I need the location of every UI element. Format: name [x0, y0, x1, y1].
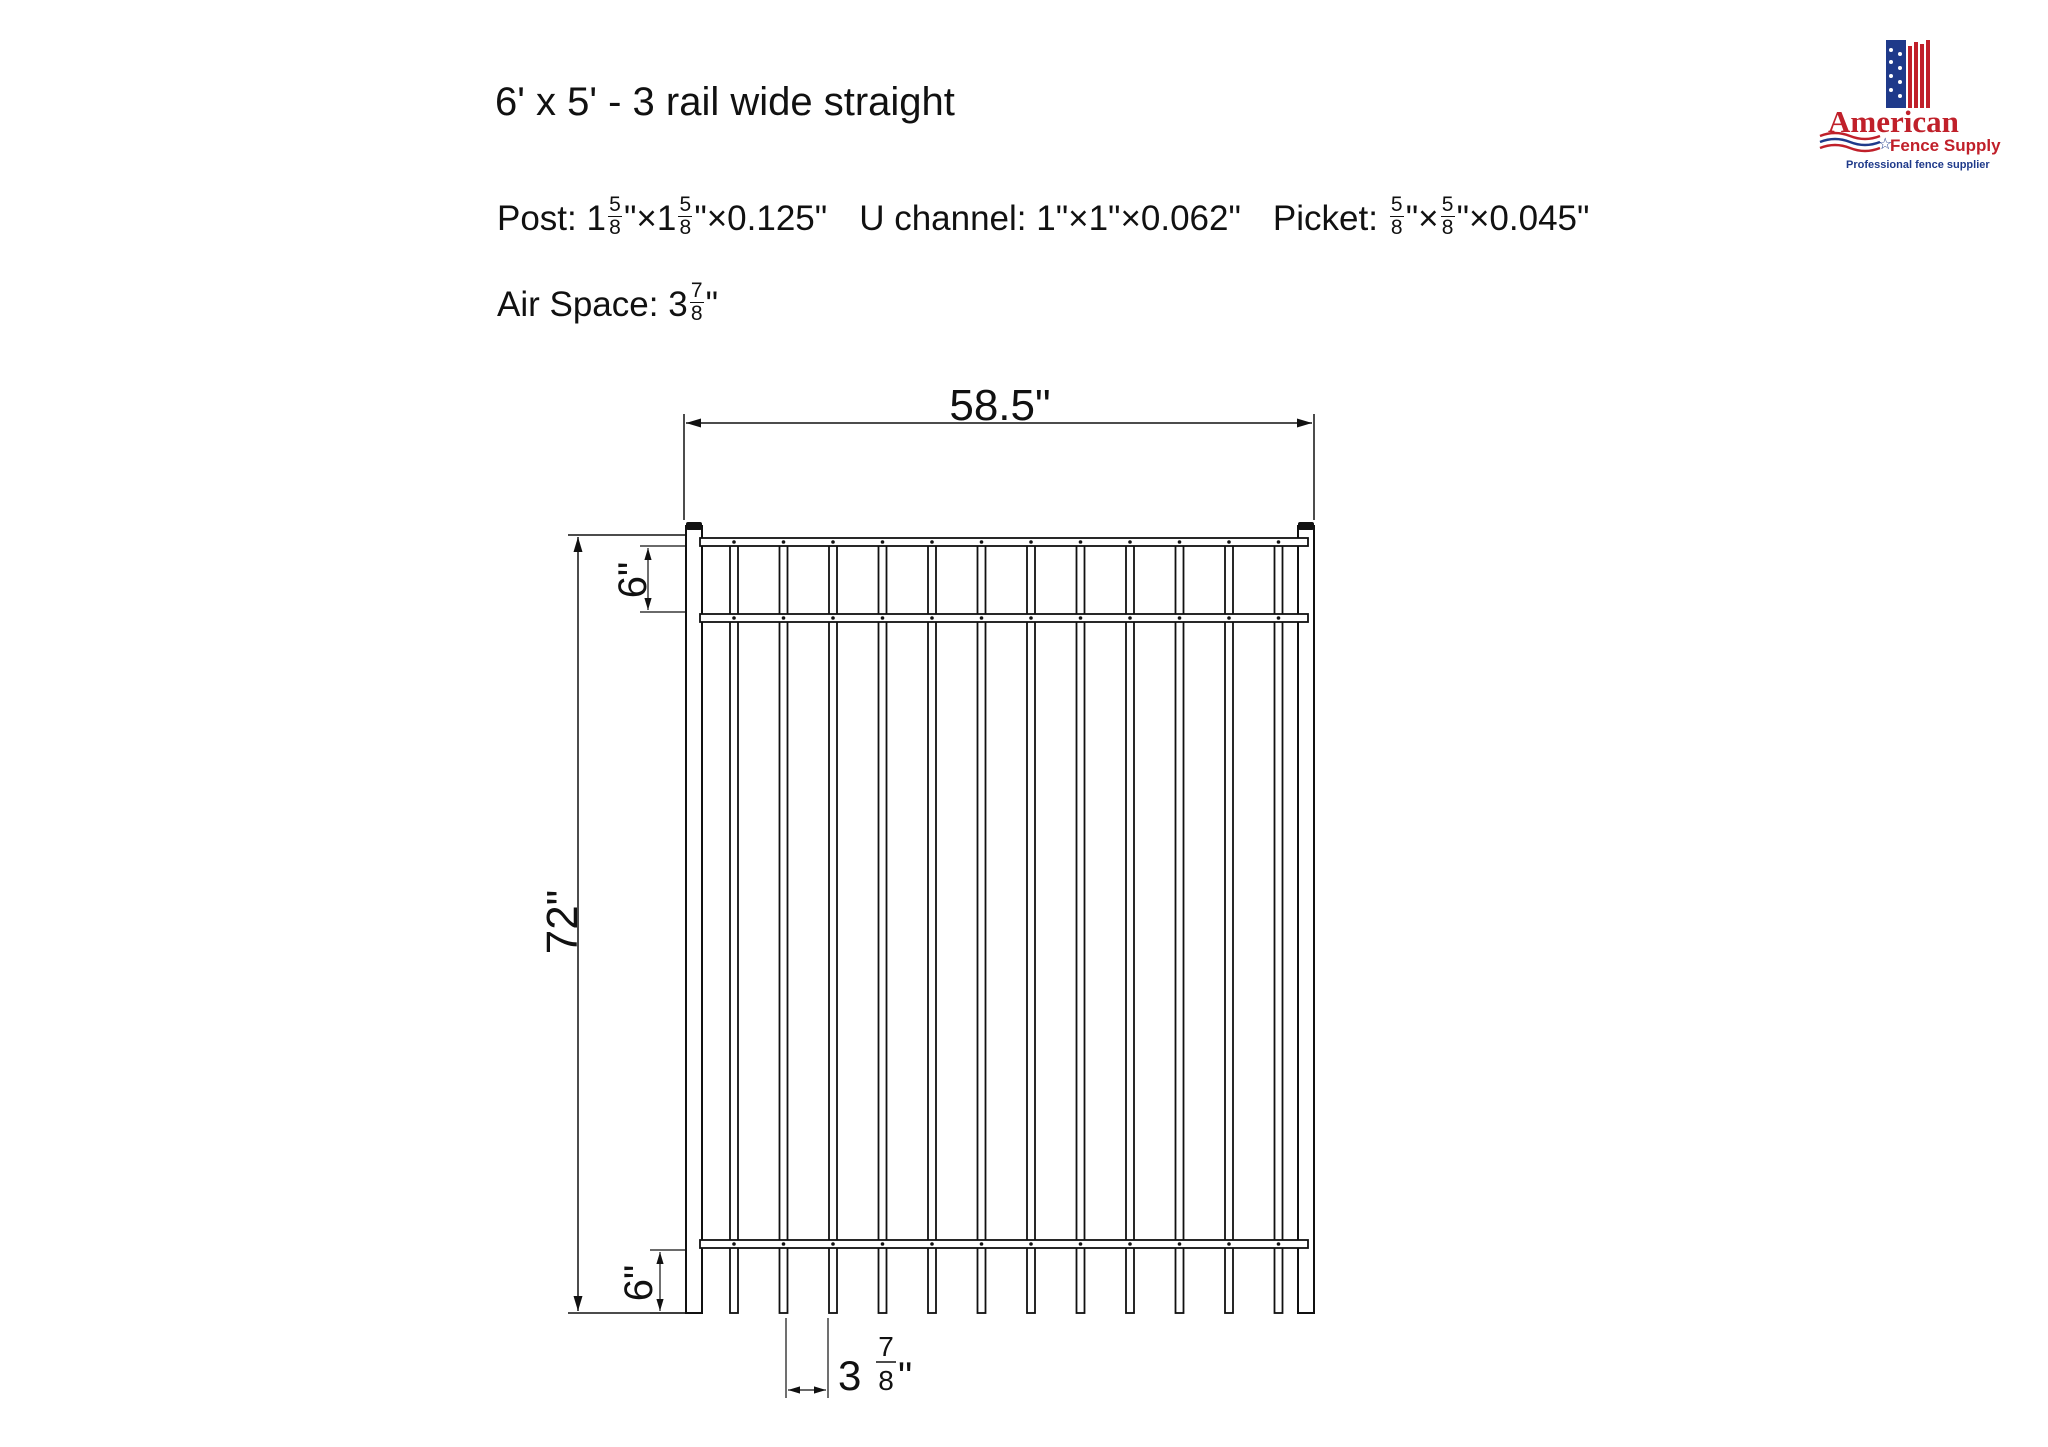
air-space-label: Air Space: 3	[497, 284, 688, 324]
rail-rivet	[930, 1242, 934, 1246]
width-dimension	[684, 381, 1314, 520]
fraction-denominator: 8	[1390, 216, 1403, 239]
rail-rivet	[1029, 540, 1033, 544]
rail-rivet	[930, 616, 934, 620]
left-post	[686, 526, 702, 1313]
fraction-denominator: 8	[609, 216, 621, 239]
rail	[700, 538, 1308, 546]
logo-brand: American	[1828, 104, 1959, 139]
rail-rivet	[881, 616, 885, 620]
fraction-denominator: 8	[679, 216, 692, 239]
rail-rivet	[1029, 616, 1033, 620]
rail-rivet	[1277, 1242, 1281, 1246]
left-post-cap	[686, 522, 702, 530]
rail-rivet	[980, 1242, 984, 1246]
rail-rivet	[732, 1242, 736, 1246]
rail-rivet	[1277, 616, 1281, 620]
picket-mid: "×	[1405, 198, 1439, 238]
rail-rivet	[980, 540, 984, 544]
picket	[1027, 543, 1035, 1313]
height-label: 72"	[538, 889, 587, 955]
rail-rivet	[1128, 616, 1132, 620]
fraction-numerator: 5	[609, 193, 621, 216]
picket	[978, 543, 986, 1313]
rail-rivet	[930, 540, 934, 544]
rail	[700, 614, 1308, 622]
picket-label: Picket:	[1272, 198, 1378, 238]
rail-rivet	[1178, 540, 1182, 544]
air-space-unit: "	[898, 1355, 913, 1399]
rail-rivet	[881, 540, 885, 544]
logo-brand-line2: Fence Supply	[1890, 136, 2001, 155]
fraction-numerator: 5	[1390, 193, 1403, 216]
picket	[780, 543, 788, 1313]
picket	[1126, 543, 1134, 1313]
rail-rivet	[1178, 1242, 1182, 1246]
fraction-numerator: 5	[679, 193, 692, 216]
rails	[700, 538, 1308, 1248]
drawing-title: 6' x 5' - 3 rail wide straight	[495, 80, 955, 124]
bottom-spacing-label: 6"	[617, 1264, 661, 1302]
rail-rivet	[1277, 540, 1281, 544]
svg-text:☆: ☆	[1878, 136, 1893, 153]
right-post-cap	[1298, 522, 1314, 530]
logo-tagline: Professional fence supplier	[1846, 159, 1990, 171]
air-space-tail: "	[705, 284, 719, 324]
rail-rivet	[782, 616, 786, 620]
rail-rivet	[831, 1242, 835, 1246]
rail-rivet	[831, 616, 835, 620]
air-space-whole: 3	[838, 1352, 862, 1399]
fraction-denominator: 8	[690, 302, 703, 325]
rail-rivet	[1029, 1242, 1033, 1246]
picket	[730, 543, 738, 1313]
air-space-numerator: 7	[878, 1331, 894, 1362]
right-post	[1298, 526, 1314, 1313]
pickets	[730, 543, 1283, 1313]
rail-rivet	[782, 540, 786, 544]
rail-rivet	[980, 616, 984, 620]
rail-rivet	[1178, 616, 1182, 620]
picket	[1225, 543, 1233, 1313]
rail-rivet	[1227, 540, 1231, 544]
rail-rivet	[1128, 1242, 1132, 1246]
u-channel-spec: U channel: 1"×1"×0.062"	[859, 198, 1241, 238]
post-label: Post:	[497, 198, 577, 238]
bottom-spacing-dimension	[617, 1250, 690, 1313]
top-spacing-dimension	[611, 546, 690, 612]
picket	[879, 543, 887, 1313]
height-dimension	[538, 535, 690, 1313]
post-tail: "×0.125"	[694, 198, 828, 238]
rail-rivet	[1227, 616, 1231, 620]
picket	[1275, 543, 1283, 1313]
fraction-denominator: 8	[1441, 216, 1454, 239]
top-spacing-label: 6"	[611, 561, 655, 599]
picket	[1176, 543, 1184, 1313]
post-whole: 1	[586, 198, 606, 238]
rail-rivet	[1227, 1242, 1231, 1246]
rail-rivet	[881, 1242, 885, 1246]
rail-rivet	[1079, 540, 1083, 544]
rail-rivet	[782, 1242, 786, 1246]
picket	[1077, 543, 1085, 1313]
air-space-denominator: 8	[878, 1365, 894, 1396]
rail-rivet	[831, 540, 835, 544]
rail-rivet	[1079, 616, 1083, 620]
fraction-numerator: 5	[1441, 193, 1454, 216]
rail	[700, 1240, 1308, 1248]
rail-rivet	[1079, 1242, 1083, 1246]
rail-rivet	[1128, 540, 1132, 544]
picket	[829, 543, 837, 1313]
post-mid: "×1	[623, 198, 677, 238]
rail-rivet	[732, 616, 736, 620]
picket	[928, 543, 936, 1313]
width-label: 58.5"	[949, 381, 1051, 430]
picket-tail: "×0.045"	[1456, 198, 1590, 238]
air-space-dimension	[786, 1318, 912, 1399]
rail-rivet	[732, 540, 736, 544]
fraction-numerator: 7	[690, 279, 703, 302]
